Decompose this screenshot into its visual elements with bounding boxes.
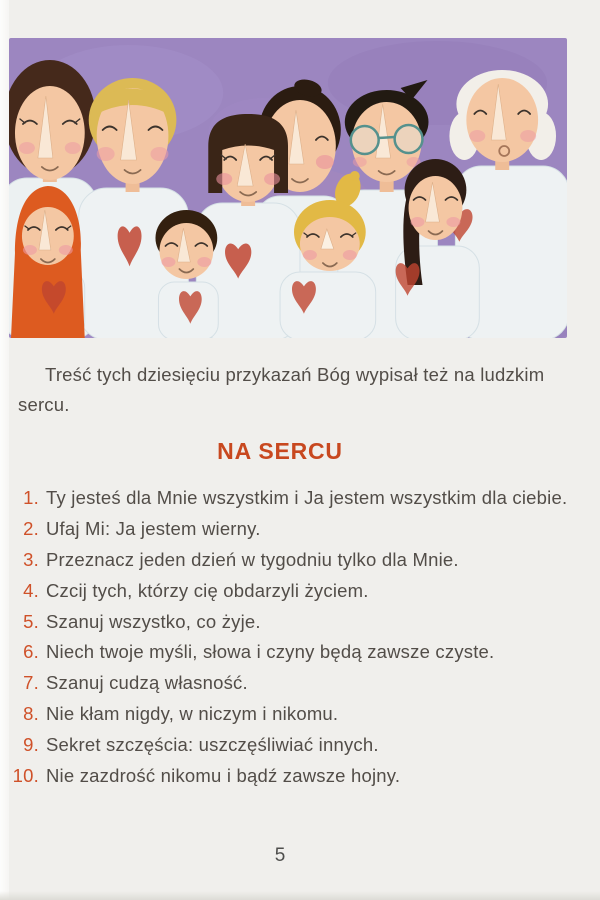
item-number: 9. — [23, 734, 39, 756]
family-illustration — [9, 38, 567, 338]
commandment-item — [12, 576, 592, 607]
item-text: Przeznacz jeden dzień w tygodniu tylko dla Mnie. — [46, 548, 459, 570]
item-number: 10. — [12, 765, 39, 787]
commandment-item — [12, 483, 592, 514]
section-heading: NA SERCU — [217, 438, 343, 464]
item-number: 6. — [23, 641, 39, 663]
item-text: Ufaj Mi: Ja jestem wierny. — [46, 517, 261, 539]
item-text: Nie kłam nigdy, w niczym i nikomu. — [46, 703, 339, 725]
commandment-item — [12, 607, 592, 638]
item-text: Ty jesteś dla Mnie wszystkim i Ja jestem wszystkim dla ciebie. — [46, 487, 568, 508]
commandment-item — [12, 761, 592, 792]
item-number: 5. — [23, 610, 39, 632]
commandment-item — [12, 730, 592, 761]
item-text: Szanuj wszystko, co żyje. — [46, 610, 261, 632]
commandment-item — [12, 545, 592, 576]
item-text: Szanuj cudzą własność. — [46, 672, 248, 694]
intro-paragraph: Treść tych dziesięciu przykazań Bóg wypisał też na ludzkim sercu. — [18, 364, 545, 415]
commandment-item — [12, 514, 592, 545]
item-number: 8. — [23, 703, 39, 725]
item-number: 4. — [23, 579, 39, 601]
item-text: Nie zazdrość nikomu i bądź zawsze hojny. — [46, 765, 401, 787]
commandment-item — [12, 699, 592, 730]
page-bottom-shadow — [0, 891, 600, 900]
commandments-list — [12, 483, 592, 792]
item-number: 7. — [23, 672, 39, 694]
commandment-item — [12, 668, 592, 699]
family-illustration-svg — [9, 38, 567, 338]
page-number: 5 — [274, 845, 286, 866]
item-text: Sekret szczęścia: uszczęśliwiać innych. — [46, 734, 379, 756]
item-number: 2. — [23, 517, 39, 539]
item-number: 1. — [23, 487, 39, 508]
item-text: Czcij tych, którzy cię obdarzyli życiem. — [46, 579, 369, 601]
item-number: 3. — [23, 548, 39, 570]
figure-red-hair-girl — [11, 186, 85, 338]
commandment-item — [12, 637, 592, 668]
item-text: Niech twoje myśli, słowa i czyny będą zawsze czyste. — [46, 641, 495, 663]
